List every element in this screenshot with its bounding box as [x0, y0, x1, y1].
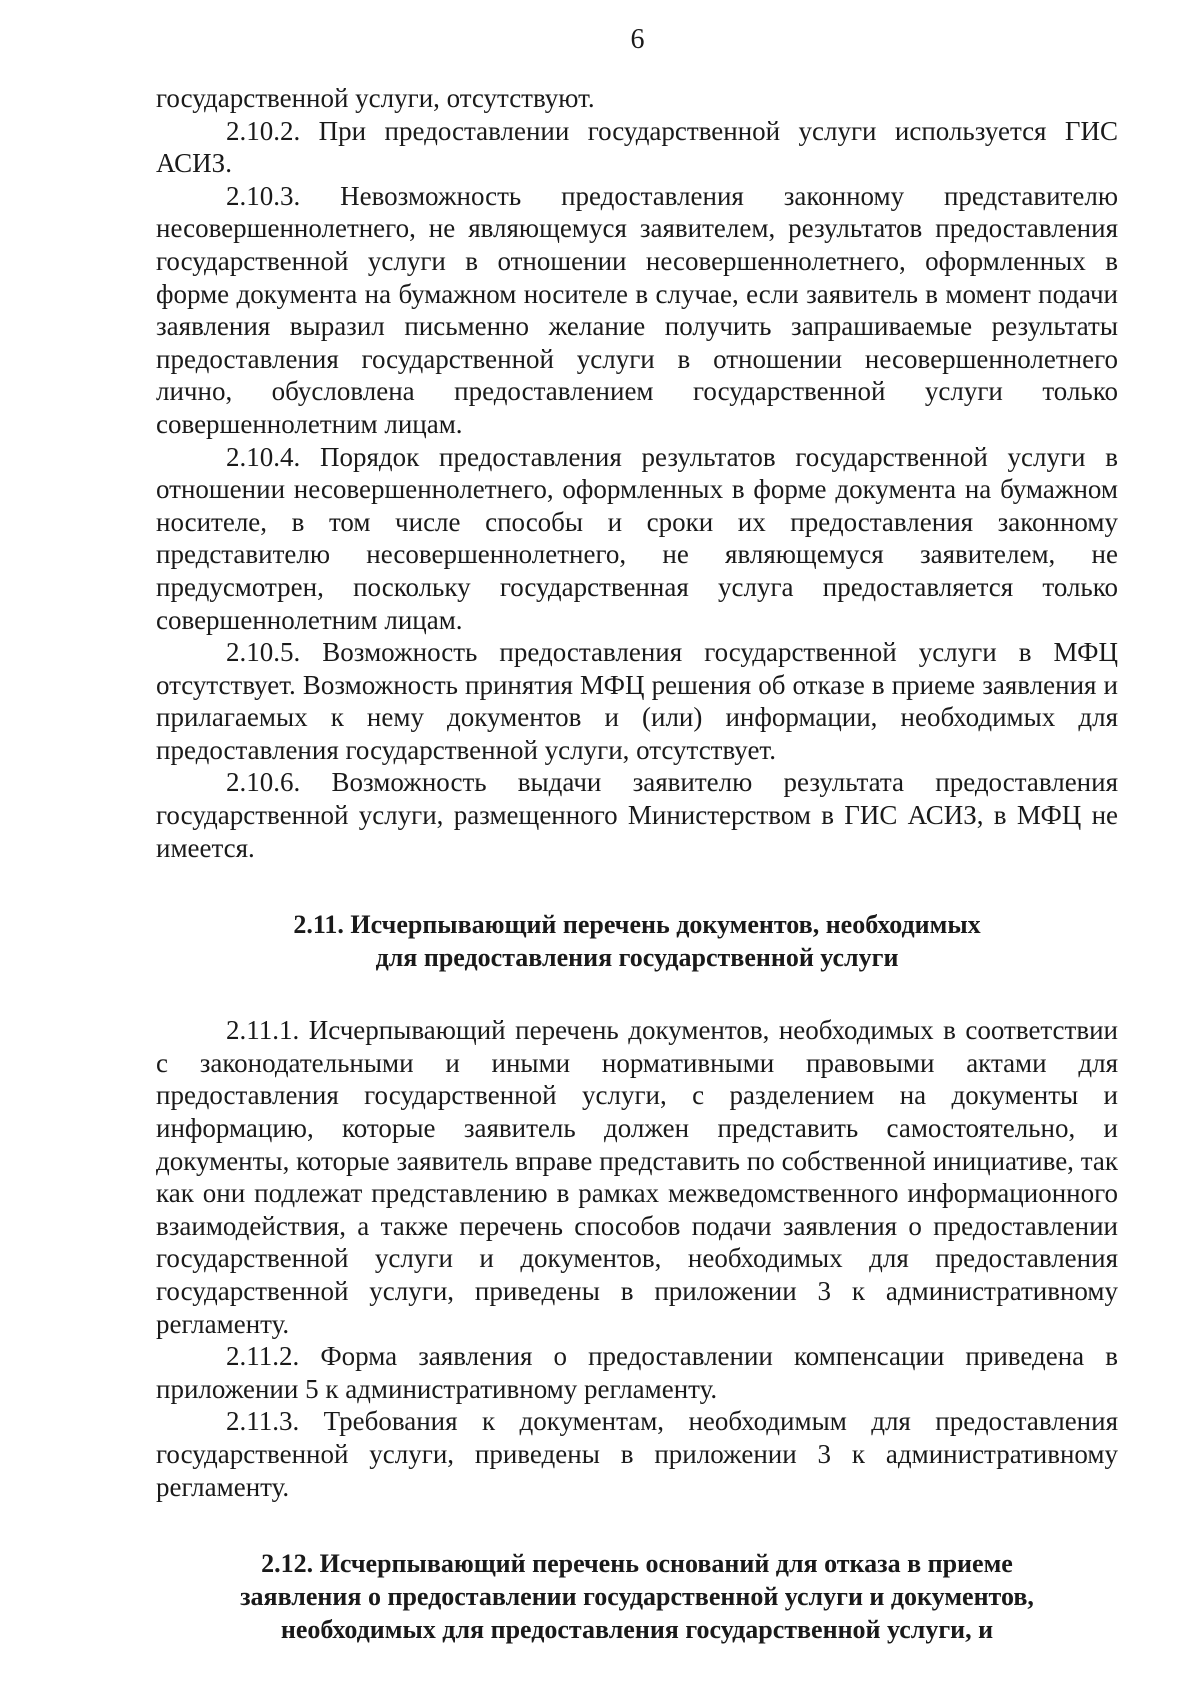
paragraph-2-10-6: 2.10.6. Возможность выдачи заявителю результата предоставления государственной услуги, размещенного Министерством в ГИС АСИЗ, в МФЦ не имеется.	[156, 767, 1118, 863]
paragraph-2-10-4: 2.10.4. Порядок предоставления результатов государственной услуги в отношении несовершеннолетнего, оформленных в форме документа на бумажном носителе, в том числе способы и сроки их предоставления законному представителю несовершеннолетнего, не являющемуся заявителем, не предусмотрен, поскольку государственная услуга предоставляется только совершеннолетним лицам.	[156, 441, 1118, 635]
paragraph-2-11-3: 2.11.3. Требования к документам, необходимым для предоставления государственной услуги, приведены в приложении 3 к административному регламенту.	[156, 1406, 1118, 1502]
section-heading-2-12	[156, 1547, 1118, 1646]
paragraph-2-10-5: 2.10.5. Возможность предоставления государственной услуги в МФЦ отсутствует. Возможность принятия МФЦ решения об отказе в приеме заявления и прилагаемых к нему документов и (или) информации, необходимых для предоставления государственной услуги, отсутствует.	[156, 637, 1118, 765]
document-body	[156, 82, 1118, 1646]
section-heading-2-11	[156, 908, 1118, 974]
paragraph-2-11-2: 2.11.2. Форма заявления о предоставлении компенсации приведена в приложении 5 к административному регламенту.	[156, 1341, 1118, 1404]
page-number: 6	[630, 24, 645, 55]
heading-line: для предоставления государственной услуги	[375, 943, 899, 973]
heading-line: необходимых для предоставления государственной услуги, и	[280, 1615, 994, 1645]
paragraph-continuation: государственной услуги, отсутствуют.	[156, 83, 595, 113]
paragraph-2-11-1: 2.11.1. Исчерпывающий перечень документов, необходимых в соответствии с законодательными и иными нормативными правовыми актами для предоставления государственной услуги, с разделением на документы и информацию, которые заявитель должен представить самостоятельно, и документы, которые заявитель вправе представить по собственной инициативе, так как они подлежат представлению в рамках межведомственного информационного взаимодействия, а также перечень способов подачи заявления о предоставлении государственной услуги и документов, необходимых для предоставления государственной услуги, приведены в приложении 3 к административному регламенту.	[156, 1015, 1118, 1339]
heading-line: 2.12. Исчерпывающий перечень оснований для отказа в приеме	[261, 1549, 1013, 1579]
paragraph-2-10-3: 2.10.3. Невозможность предоставления законному представителю несовершеннолетнего, не являющемуся заявителем, результатов предоставления государственной услуги в отношении несовершеннолетнего, оформленных в форме документа на бумажном носителе в случае, если заявитель в момент подачи заявления выразил письменно желание получить запрашиваемые результаты предоставления государственной услуги в отношении несовершеннолетнего лично, обусловлена предоставлением государственной услуги только совершеннолетним лицам.	[156, 180, 1118, 439]
heading-line: 2.11. Исчерпывающий перечень документов, необходимых	[293, 910, 981, 940]
paragraph-2-10-2: 2.10.2. При предоставлении государственной услуги используется ГИС АСИЗ.	[156, 115, 1118, 179]
heading-line: заявления о предоставлении государственной услуги и документов,	[240, 1582, 1034, 1612]
